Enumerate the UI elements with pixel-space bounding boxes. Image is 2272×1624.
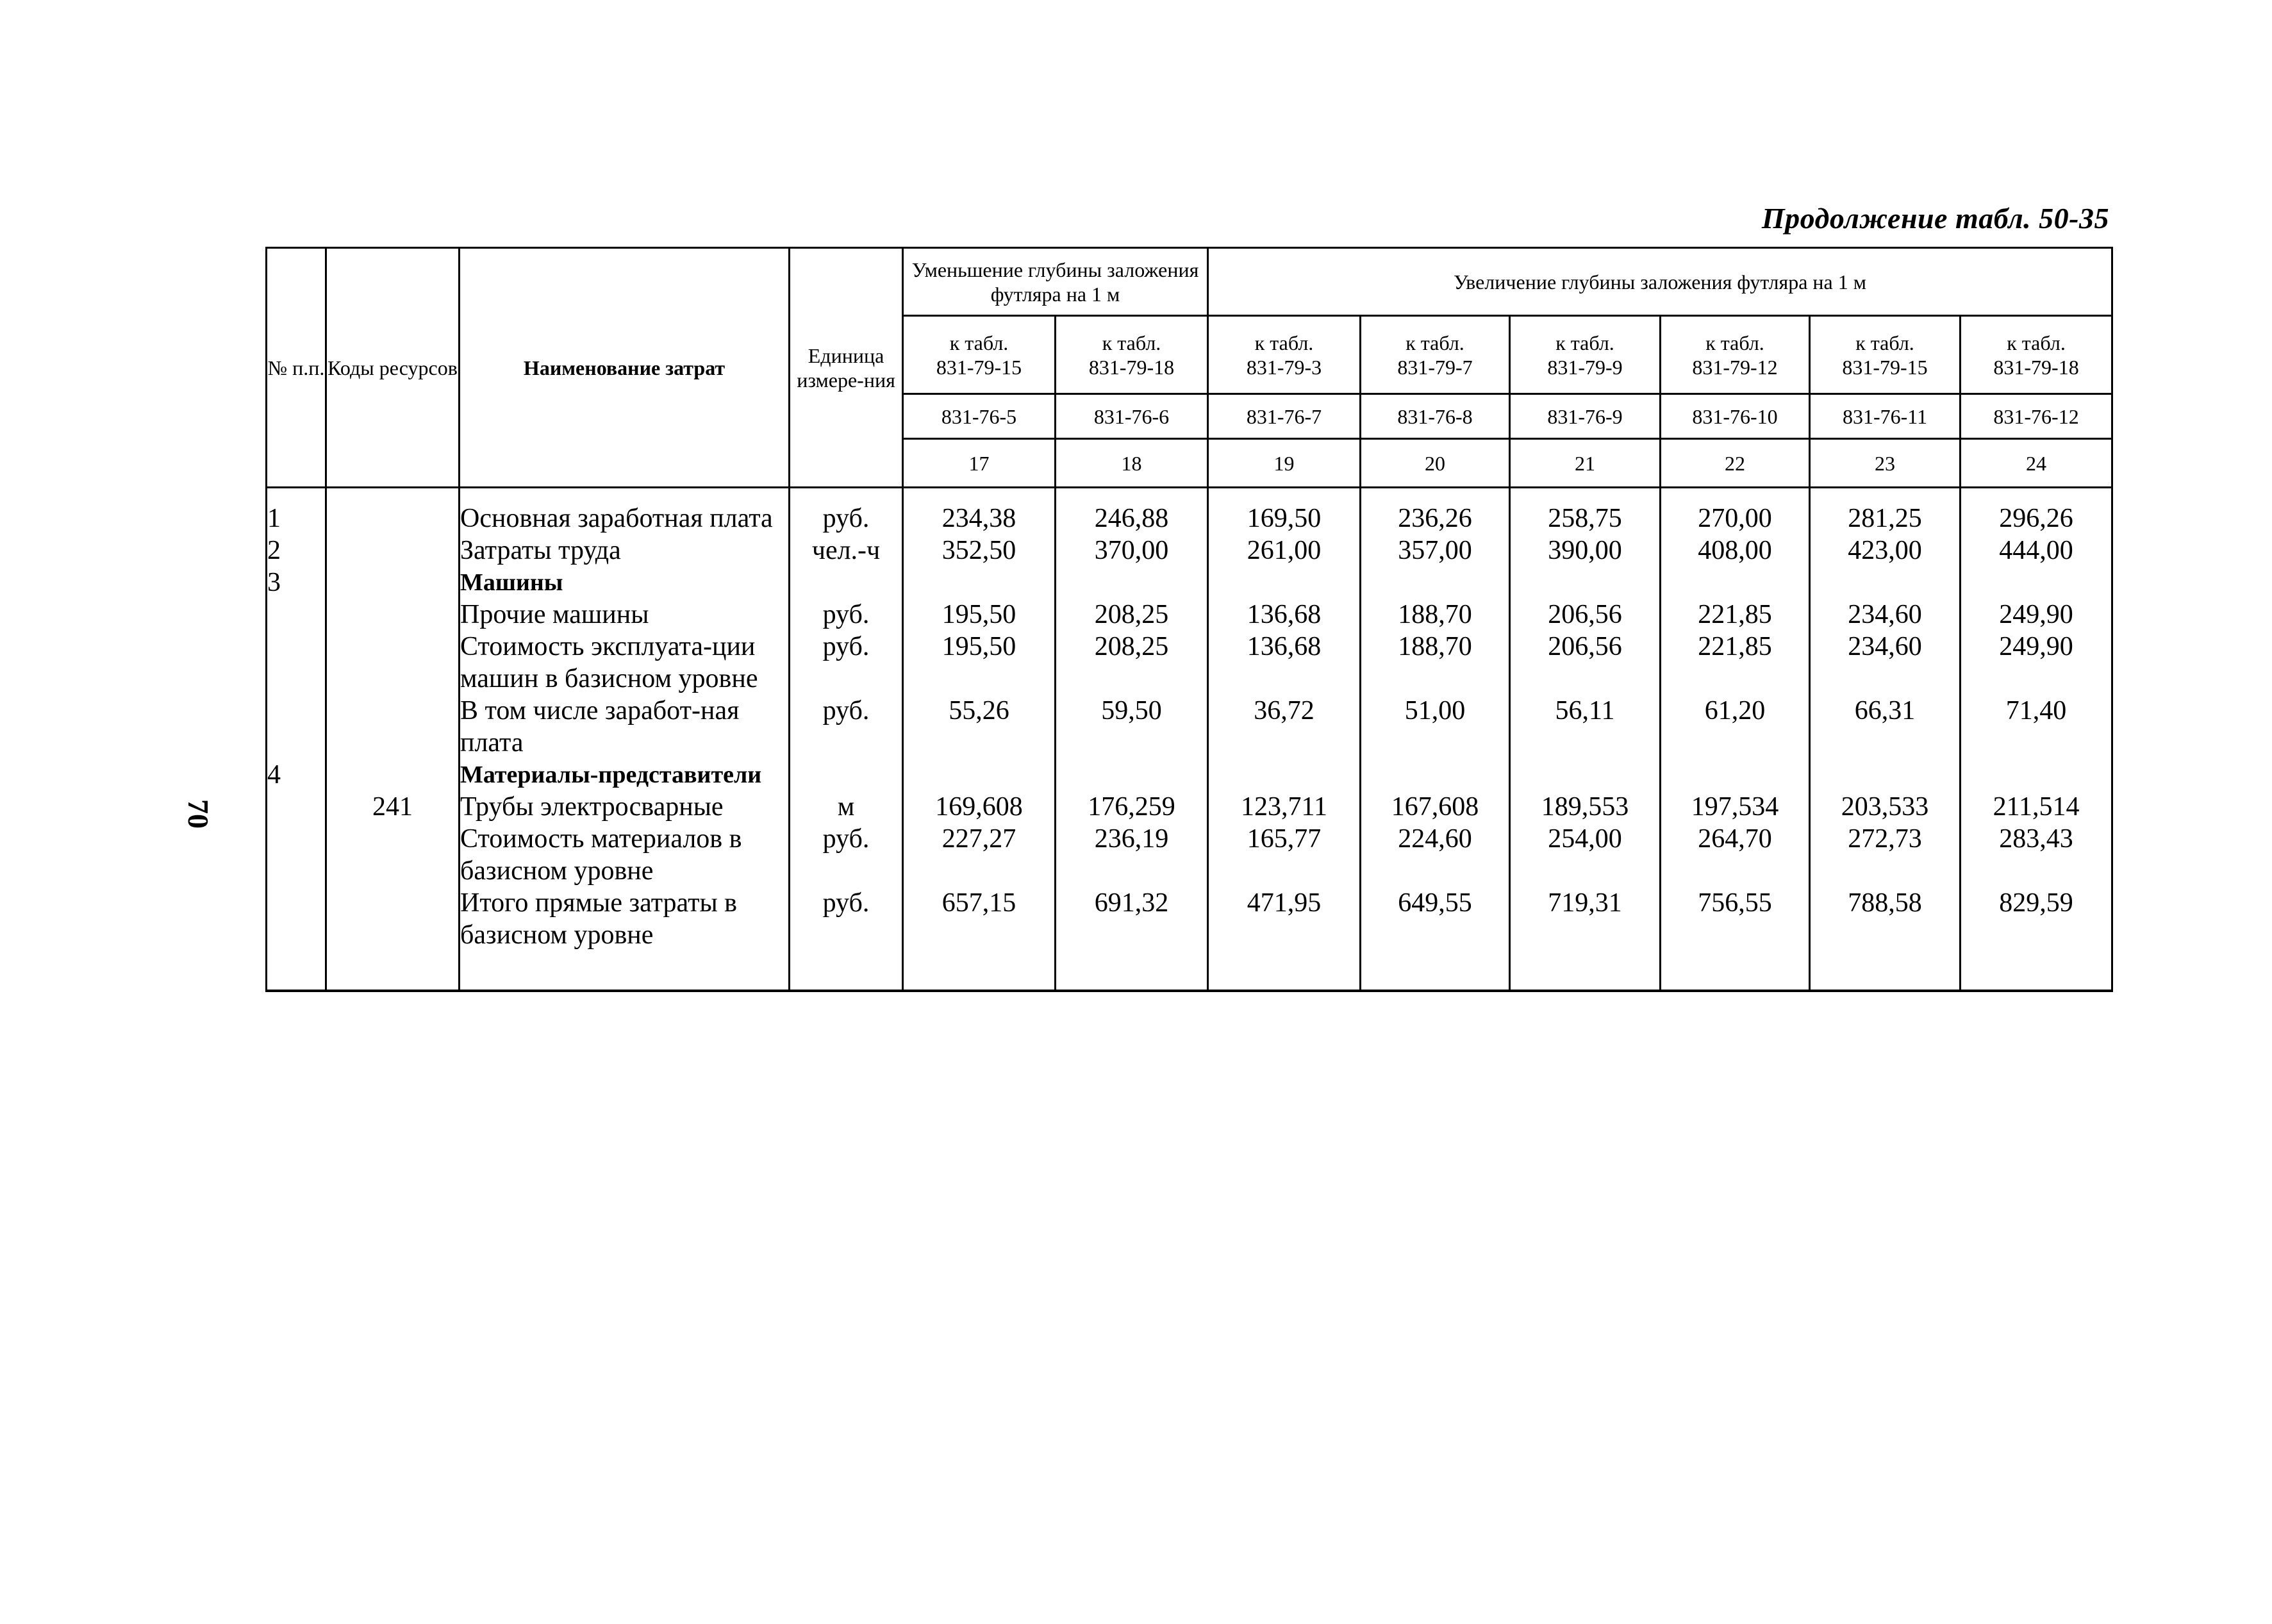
header-ref-number: 831-79-18 <box>1993 355 2079 379</box>
row-value <box>1208 567 1361 599</box>
header-no: № п.п. <box>267 248 326 488</box>
header-ref-number: 831-79-15 <box>936 355 1022 379</box>
row-resource-code <box>326 823 460 887</box>
row-value: 188,70 <box>1361 631 1510 695</box>
row-value: 788,58 <box>1810 887 1961 991</box>
header-code-cell: 831-76-12 <box>1961 394 2112 439</box>
header-code-cell: 831-76-10 <box>1661 394 1810 439</box>
row-value: 352,50 <box>903 534 1056 567</box>
row-value: 236,26 <box>1361 488 1510 535</box>
row-unit: руб. <box>790 823 903 887</box>
row-value: 756,55 <box>1661 887 1810 991</box>
row-value: 167,608 <box>1361 791 1510 823</box>
cost-table <box>265 247 2113 992</box>
row-value: 188,70 <box>1361 599 1510 631</box>
header-ref-prefix: к табл. <box>2007 331 2066 354</box>
row-value <box>1961 759 2112 791</box>
row-value: 236,19 <box>1056 823 1208 887</box>
row-value: 254,00 <box>1510 823 1661 887</box>
row-value: 123,711 <box>1208 791 1361 823</box>
row-value <box>1208 759 1361 791</box>
row-value <box>1661 759 1810 791</box>
row-value <box>1810 759 1961 791</box>
table-row <box>267 631 2112 695</box>
row-number <box>267 695 326 759</box>
header-ref-cell <box>1208 316 1361 394</box>
row-value: 189,553 <box>1510 791 1661 823</box>
header-ref-prefix: к табл. <box>1855 331 1914 354</box>
header-ref-number: 831-79-3 <box>1246 355 1322 379</box>
header-col-number: 23 <box>1810 439 1961 488</box>
row-number: 1 <box>267 488 326 535</box>
row-unit: руб. <box>790 488 903 535</box>
row-unit <box>790 759 903 791</box>
row-value: 281,25 <box>1810 488 1961 535</box>
row-value: 208,25 <box>1056 631 1208 695</box>
row-value: 691,32 <box>1056 887 1208 991</box>
row-cost-name: В том числе заработ-ная плата <box>460 695 790 759</box>
row-value: 66,31 <box>1810 695 1961 759</box>
row-value: 829,59 <box>1961 887 2112 991</box>
row-value: 249,90 <box>1961 599 2112 631</box>
row-unit: м <box>790 791 903 823</box>
header-code-cell: 831-76-5 <box>903 394 1056 439</box>
row-value: 234,60 <box>1810 599 1961 631</box>
row-value: 283,43 <box>1961 823 2112 887</box>
row-value <box>1510 567 1661 599</box>
row-value: 357,00 <box>1361 534 1510 567</box>
row-value: 249,90 <box>1961 631 2112 695</box>
row-value: 36,72 <box>1208 695 1361 759</box>
row-unit: руб. <box>790 887 903 991</box>
header-ref-number: 831-79-18 <box>1088 355 1175 379</box>
row-cost-name: Материалы-представители <box>460 759 790 791</box>
row-value: 195,50 <box>903 631 1056 695</box>
row-resource-code <box>326 631 460 695</box>
row-value: 221,85 <box>1661 599 1810 631</box>
row-resource-code <box>326 488 460 535</box>
row-value: 270,00 <box>1661 488 1810 535</box>
header-unit: Единица измере-ния <box>790 248 903 488</box>
row-value: 657,15 <box>903 887 1056 991</box>
row-number <box>267 887 326 991</box>
header-col-number: 24 <box>1961 439 2112 488</box>
row-value <box>1361 759 1510 791</box>
row-value: 56,11 <box>1510 695 1661 759</box>
row-unit: руб. <box>790 695 903 759</box>
row-value: 390,00 <box>1510 534 1661 567</box>
row-number <box>267 791 326 823</box>
row-cost-name: Машины <box>460 567 790 599</box>
row-value: 649,55 <box>1361 887 1510 991</box>
table-row <box>267 791 2112 823</box>
row-value: 71,40 <box>1961 695 2112 759</box>
header-ref-cell <box>1361 316 1510 394</box>
row-number <box>267 631 326 695</box>
row-resource-code <box>326 759 460 791</box>
row-number: 3 <box>267 567 326 599</box>
header-col-number: 18 <box>1056 439 1208 488</box>
row-value: 55,26 <box>903 695 1056 759</box>
header-code-cell: 831-76-8 <box>1361 394 1510 439</box>
row-value: 136,68 <box>1208 631 1361 695</box>
row-cost-name: Прочие машины <box>460 599 790 631</box>
header-code-cell: 831-76-7 <box>1208 394 1361 439</box>
table-caption: Продолжение табл. 50-35 <box>1761 202 2109 235</box>
table-row <box>267 823 2112 887</box>
row-value: 258,75 <box>1510 488 1661 535</box>
header-codes: Коды ресурсов <box>326 248 460 488</box>
header-ref-prefix: к табл. <box>1405 331 1464 354</box>
row-value: 444,00 <box>1961 534 2112 567</box>
header-ref-prefix: к табл. <box>1254 331 1314 354</box>
row-value: 208,25 <box>1056 599 1208 631</box>
row-value: 246,88 <box>1056 488 1208 535</box>
table-row <box>267 695 2112 759</box>
row-cost-name: Затраты труда <box>460 534 790 567</box>
row-unit <box>790 567 903 599</box>
row-value: 203,533 <box>1810 791 1961 823</box>
header-ref-number: 831-79-7 <box>1397 355 1473 379</box>
header-col-number: 22 <box>1661 439 1810 488</box>
row-value: 272,73 <box>1810 823 1961 887</box>
row-value: 471,95 <box>1208 887 1361 991</box>
header-group-decrease: Уменьшение глубины заложения футляра на 1 м <box>903 248 1208 316</box>
header-ref-cell <box>1810 316 1961 394</box>
row-resource-code <box>326 567 460 599</box>
header-ref-cell <box>1961 316 2112 394</box>
row-cost-name: Основная заработная плата <box>460 488 790 535</box>
header-ref-prefix: к табл. <box>1555 331 1614 354</box>
header-col-number: 17 <box>903 439 1056 488</box>
header-ref-prefix: к табл. <box>949 331 1009 354</box>
header-ref-cell <box>1056 316 1208 394</box>
row-value: 221,85 <box>1661 631 1810 695</box>
row-value: 408,00 <box>1661 534 1810 567</box>
row-value <box>1961 567 2112 599</box>
row-value: 195,50 <box>903 599 1056 631</box>
row-value: 169,608 <box>903 791 1056 823</box>
row-value <box>903 567 1056 599</box>
header-ref-number: 831-79-15 <box>1842 355 1928 379</box>
table-row <box>267 759 2112 791</box>
row-cost-name: Трубы электросварные <box>460 791 790 823</box>
row-value: 264,70 <box>1661 823 1810 887</box>
header-ref-prefix: к табл. <box>1705 331 1764 354</box>
row-value: 296,26 <box>1961 488 2112 535</box>
row-value: 169,50 <box>1208 488 1361 535</box>
row-value: 211,514 <box>1961 791 2112 823</box>
row-value: 234,60 <box>1810 631 1961 695</box>
table-row <box>267 567 2112 599</box>
row-value: 51,00 <box>1361 695 1510 759</box>
row-value: 59,50 <box>1056 695 1208 759</box>
row-resource-code: 241 <box>326 791 460 823</box>
header-ref-number: 831-79-12 <box>1692 355 1778 379</box>
page-number: 70 <box>182 799 215 829</box>
table-row <box>267 488 2112 535</box>
header-ref-cell <box>1661 316 1810 394</box>
row-resource-code <box>326 599 460 631</box>
table-row <box>267 534 2112 567</box>
table-row <box>267 887 2112 991</box>
row-cost-name: Итого прямые затраты в базисном уровне <box>460 887 790 991</box>
table-row <box>267 599 2112 631</box>
row-resource-code <box>326 887 460 991</box>
row-value: 370,00 <box>1056 534 1208 567</box>
row-number <box>267 823 326 887</box>
row-cost-name: Стоимость материалов в базисном уровне <box>460 823 790 887</box>
row-value <box>1056 567 1208 599</box>
row-value <box>1810 567 1961 599</box>
row-value: 224,60 <box>1361 823 1510 887</box>
header-code-cell: 831-76-9 <box>1510 394 1661 439</box>
row-resource-code <box>326 695 460 759</box>
row-number: 2 <box>267 534 326 567</box>
row-cost-name: Стоимость эксплуата-ции машин в базисном уровне <box>460 631 790 695</box>
row-value: 227,27 <box>903 823 1056 887</box>
header-col-number: 20 <box>1361 439 1510 488</box>
row-value: 136,68 <box>1208 599 1361 631</box>
row-value: 206,56 <box>1510 599 1661 631</box>
row-value <box>1361 567 1510 599</box>
row-value: 176,259 <box>1056 791 1208 823</box>
row-value: 261,00 <box>1208 534 1361 567</box>
row-value <box>1661 567 1810 599</box>
header-ref-number: 831-79-9 <box>1547 355 1623 379</box>
header-ref-cell <box>1510 316 1661 394</box>
row-number: 4 <box>267 759 326 791</box>
row-unit: руб. <box>790 631 903 695</box>
row-value: 61,20 <box>1661 695 1810 759</box>
header-group-increase: Увеличение глубины заложения футляра на 1 м <box>1208 248 2112 316</box>
row-value: 165,77 <box>1208 823 1361 887</box>
row-resource-code <box>326 534 460 567</box>
row-unit: руб. <box>790 599 903 631</box>
row-number <box>267 599 326 631</box>
row-value: 234,38 <box>903 488 1056 535</box>
header-code-cell: 831-76-6 <box>1056 394 1208 439</box>
header-ref-cell <box>903 316 1056 394</box>
header-col-number: 19 <box>1208 439 1361 488</box>
header-ref-prefix: к табл. <box>1102 331 1161 354</box>
row-value <box>1056 759 1208 791</box>
row-value <box>1510 759 1661 791</box>
row-value: 719,31 <box>1510 887 1661 991</box>
row-value <box>903 759 1056 791</box>
row-value: 197,534 <box>1661 791 1810 823</box>
row-value: 423,00 <box>1810 534 1961 567</box>
header-code-cell: 831-76-11 <box>1810 394 1961 439</box>
row-unit: чел.-ч <box>790 534 903 567</box>
header-name: Наименование затрат <box>460 248 790 488</box>
header-col-number: 21 <box>1510 439 1661 488</box>
row-value: 206,56 <box>1510 631 1661 695</box>
